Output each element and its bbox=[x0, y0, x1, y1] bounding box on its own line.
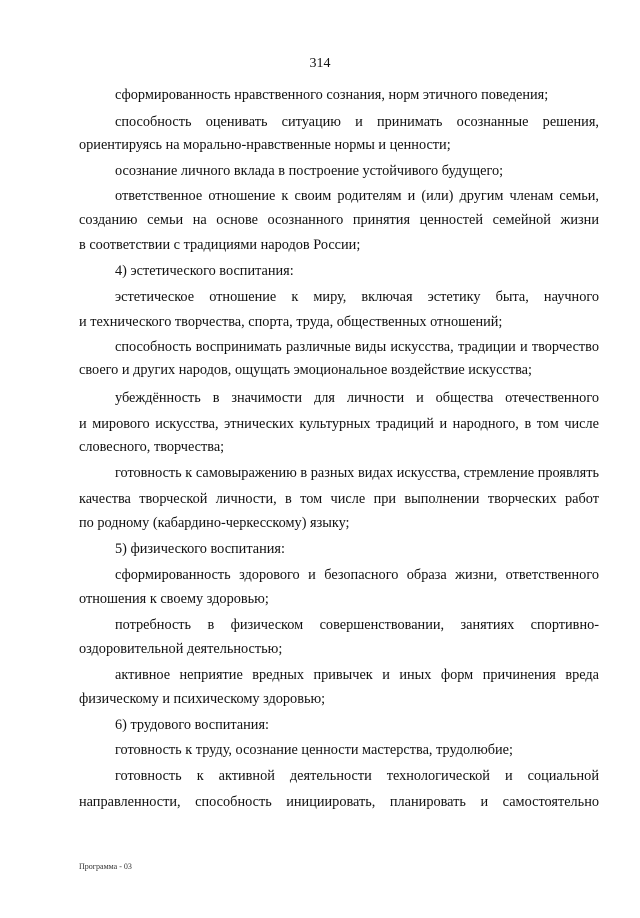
paragraph-line: по родному (кабардино-черкесскому) языку; bbox=[79, 515, 350, 531]
section-heading: 6) трудового воспитания: bbox=[115, 717, 269, 733]
paragraph-line: способность оценивать ситуацию и принимать осознанные решения, bbox=[115, 114, 599, 130]
paragraph-line: убеждённость в значимости для личности и общества отечественного bbox=[115, 390, 599, 406]
paragraph-line: сформированность нравственного сознания, норм этичного поведения; bbox=[115, 87, 549, 103]
paragraph-line: активное неприятие вредных привычек и иных форм причинения вреда bbox=[115, 667, 599, 683]
paragraph-line: в соответствии с традициями народов России; bbox=[79, 237, 361, 253]
paragraph-line: готовность к самовыражению в разных видах искусства, стремление проявлять bbox=[115, 465, 599, 481]
paragraph-line: оздоровительной деятельностью; bbox=[79, 641, 283, 657]
paragraph-line: ответственное отношение к своим родителям и (или) другим членам семьи, bbox=[115, 188, 599, 204]
section-heading: 5) физического воспитания: bbox=[115, 541, 285, 557]
paragraph-line: осознание личного вклада в построение устойчивого будущего; bbox=[115, 163, 504, 179]
paragraph-line: эстетическое отношение к миру, включая эстетику быта, научного bbox=[115, 289, 599, 305]
footer-label: Программа - 03 bbox=[79, 862, 132, 871]
paragraph-line: ориентируясь на морально-нравственные нормы и ценности; bbox=[79, 137, 451, 153]
paragraph-line: отношения к своему здоровью; bbox=[79, 591, 269, 607]
section-heading: 4) эстетического воспитания: bbox=[115, 263, 294, 279]
paragraph-line: способность воспринимать различные виды искусства, традиции и творчество bbox=[115, 339, 599, 355]
paragraph-line: своего и других народов, ощущать эмоциональное воздействие искусства; bbox=[79, 362, 532, 378]
paragraph-line: готовность к активной деятельности технологической и социальной bbox=[115, 768, 599, 784]
paragraph-line: словесного, творчества; bbox=[79, 439, 225, 455]
paragraph-line: потребность в физическом совершенствовании, занятиях спортивно- bbox=[115, 617, 599, 633]
paragraph-line: и мирового искусства, этнических культурных традиций и народного, в том числе bbox=[79, 416, 599, 432]
page-number: 314 bbox=[309, 56, 331, 71]
paragraph-line: созданию семьи на основе осознанного принятия ценностей семейной жизни bbox=[79, 212, 599, 228]
paragraph-line: качества творческой личности, в том числе при выполнении творческих работ bbox=[79, 491, 599, 507]
paragraph-line: направленности, способность инициировать, планировать и самостоятельно bbox=[79, 794, 599, 810]
paragraph-line: физическому и психическому здоровью; bbox=[79, 691, 326, 707]
paragraph-line: сформированность здорового и безопасного образа жизни, ответственного bbox=[115, 567, 599, 583]
paragraph-line: и технического творчества, спорта, труда, общественных отношений; bbox=[79, 314, 503, 330]
paragraph-line: готовность к труду, осознание ценности мастерства, трудолюбие; bbox=[115, 742, 514, 758]
